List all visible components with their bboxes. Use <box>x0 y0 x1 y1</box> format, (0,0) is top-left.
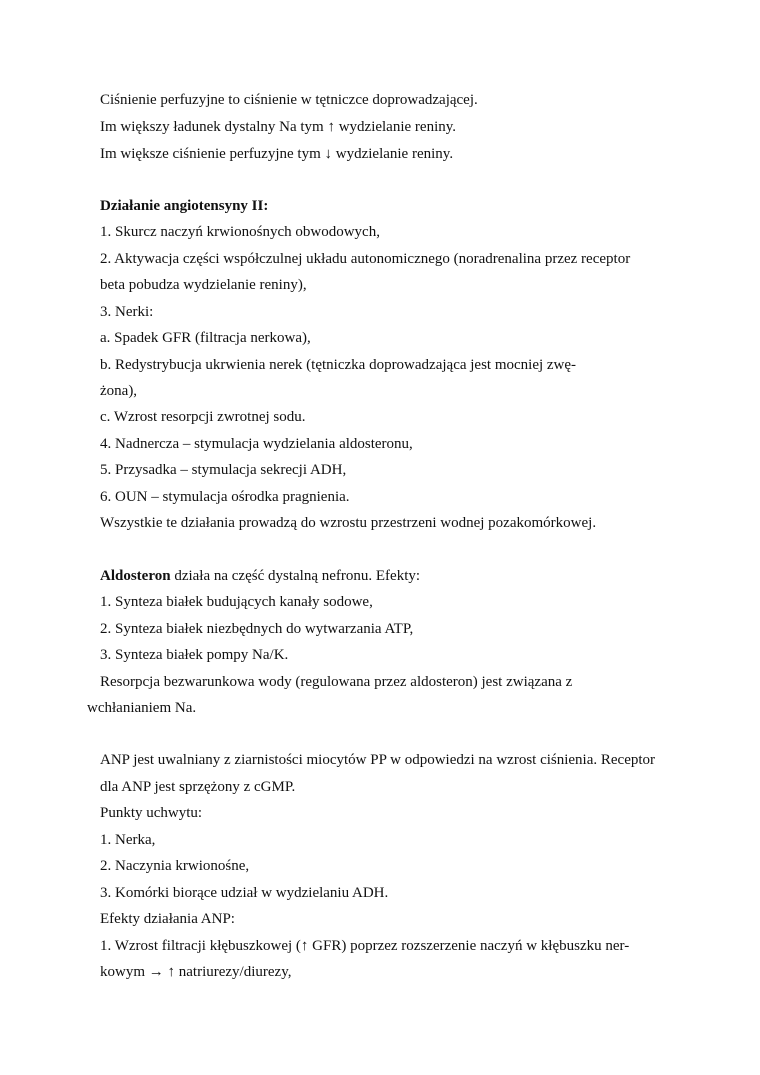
list-item: 6. OUN – stymulacja ośrodka pragnienia. <box>100 489 350 505</box>
text-line: Wszystkie te działania prowadzą do wzrostu przestrzeni wodnej pozakomórkowej. <box>100 515 597 531</box>
text-line: wchłanianiem Na. <box>87 700 197 716</box>
list-item: 1. Synteza białek budujących kanały sodowe, <box>100 594 373 610</box>
text-line: Im większe ciśnienie perfuzyjne tym ↓ wydzielanie reniny. <box>100 146 454 162</box>
text-line: beta pobudza wydzielanie reniny), <box>100 277 307 293</box>
list-item: 3. Synteza białek pompy Na/K. <box>100 647 289 663</box>
aldosterone-intro <box>100 566 420 586</box>
aldosterone-intro-text: działa na część dystalną nefronu. Efekty: <box>170 568 421 584</box>
list-item: 1. Wzrost filtracji kłębuszkowej (↑ GFR) poprzez rozszerzenie naczyń w kłębuszku ner- <box>100 938 630 954</box>
text-line: Punkty uchwytu: <box>100 805 203 821</box>
text-line: Resorpcja bezwarunkowa wody (regulowana przez aldosteron) jest związana z <box>100 674 573 690</box>
list-item: 5. Przysadka – stymulacja sekrecji ADH, <box>100 462 347 478</box>
term-aldosteron: Aldosteron <box>100 568 171 584</box>
list-item: a. Spadek GFR (filtracja nerkowa), <box>100 330 311 346</box>
list-item: 3. Komórki biorące udział w wydzielaniu ADH. <box>100 885 389 901</box>
list-item: 1. Nerka, <box>100 832 156 848</box>
text-line: żona), <box>100 383 138 399</box>
section-heading-angiotensin: Działanie angiotensyny II: <box>100 198 269 214</box>
text-line: Im większy ładunek dystalny Na tym ↑ wydzielanie reniny. <box>100 119 457 135</box>
text-line: Ciśnienie perfuzyjne to ciśnienie w tętniczce doprowadzającej. <box>100 92 478 108</box>
list-item: 3. Nerki: <box>100 304 154 320</box>
list-item: b. Redystrybucja ukrwienia nerek (tętniczka doprowadzająca jest mocniej zwę- <box>100 357 577 373</box>
list-item: c. Wzrost resorpcji zwrotnej sodu. <box>100 409 306 425</box>
text-line: Efekty działania ANP: <box>100 911 235 927</box>
text-line: dla ANP jest sprzężony z cGMP. <box>100 779 296 795</box>
text-line: kowym → ↑ natriurezy/diurezy, <box>100 964 292 980</box>
list-item: 4. Nadnercza – stymulacja wydzielania aldosteronu, <box>100 436 413 452</box>
text-line: ANP jest uwalniany z ziarnistości miocytów PP w odpowiedzi na wzrost ciśnienia. Receptor <box>100 752 656 768</box>
list-item: 2. Aktywacja części współczulnej układu autonomicznego (noradrenalina przez receptor <box>100 251 631 267</box>
list-item: 1. Skurcz naczyń krwionośnych obwodowych, <box>100 224 380 240</box>
list-item: 2. Synteza białek niezbędnych do wytwarzania ATP, <box>100 621 414 637</box>
list-item: 2. Naczynia krwionośne, <box>100 858 250 874</box>
